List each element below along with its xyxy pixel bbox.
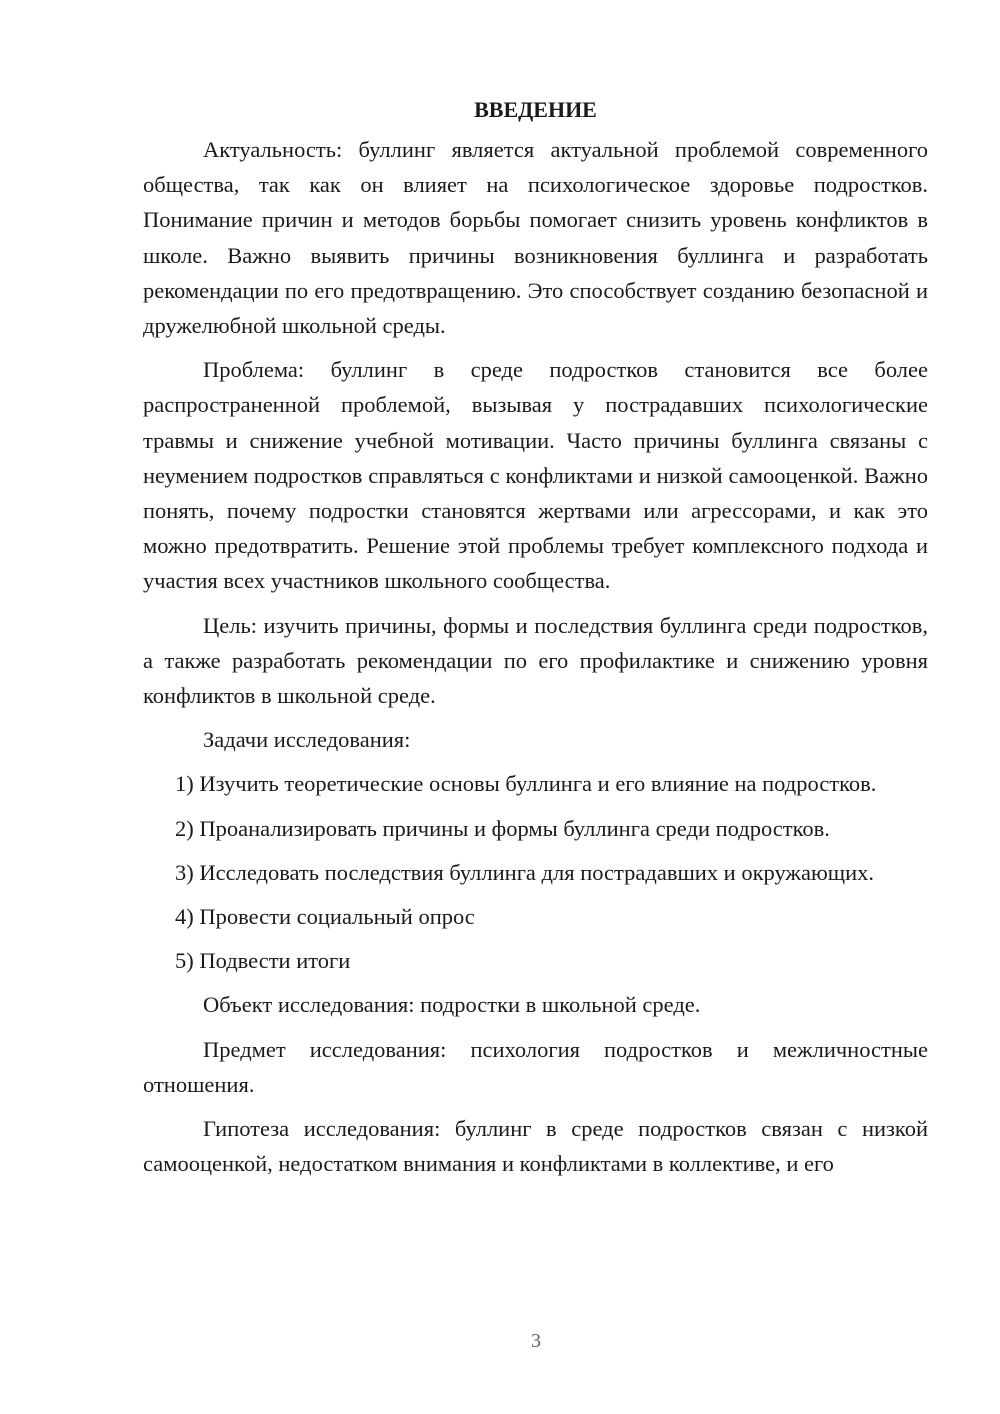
task-item-4: 4) Провести социальный опрос (175, 904, 475, 930)
paragraph-relevance: Актуальность: буллинг является актуальной проблемой современного общества, так как он влияет на психологическое здоровье подростков. Понимание причин и методов борьбы помогает снизить уровень конфликтов в школе. Важно выявить причины возникновения буллинга и разработать рекомендации по его предотвращению. Это способствует созданию безопасной и дружелюбной школьной среды. (143, 137, 928, 339)
paragraph-object: Объект исследования: подростки в школьной среде. (203, 992, 701, 1018)
task-item-5: 5) Подвести итоги (175, 948, 351, 974)
task-item-1: 1) Изучить теоретические основы буллинга и его влияние на подростков. (175, 771, 877, 797)
paragraph-subject: Предмет исследования: психология подростков и межличностные отношения. (143, 1036, 928, 1097)
paragraph-problem: Проблема: буллинг в среде подростков становится все более распространенной проблемой, вызывая у пострадавших психологические травмы и снижение учебной мотивации. Часто причины буллинга связаны с неумением подростков справляться с конфликтами и низкой самооценкой. Важно понять, почему подростки становятся жертвами или агрессорами, и как это можно предотвратить. Решение этой проблемы требует комплексного подхода и участия всех участников школьного сообщества. (143, 357, 928, 594)
page-number: 3 (531, 1330, 541, 1352)
paragraph-goal: Цель: изучить причины, формы и последствия буллинга среди подростков, а также разработать рекомендации по его профилактике и снижению уровня конфликтов в школьной среде. (143, 612, 928, 709)
paragraph-tasks-heading: Задачи исследования: (203, 727, 411, 753)
task-item-3: 3) Исследовать последствия буллинга для пострадавших и окружающих. (175, 859, 875, 885)
document-page (143, 92, 928, 1190)
paragraph-hypothesis: Гипотеза исследования: буллинг в среде подростков связан с низкой самооценкой, недостатком внимания и конфликтами в коллективе, и его (143, 1116, 928, 1177)
section-title: ВВЕДЕНИЕ (474, 97, 597, 122)
task-item-2: 2) Проанализировать причины и формы буллинга среди подростков. (175, 815, 830, 841)
